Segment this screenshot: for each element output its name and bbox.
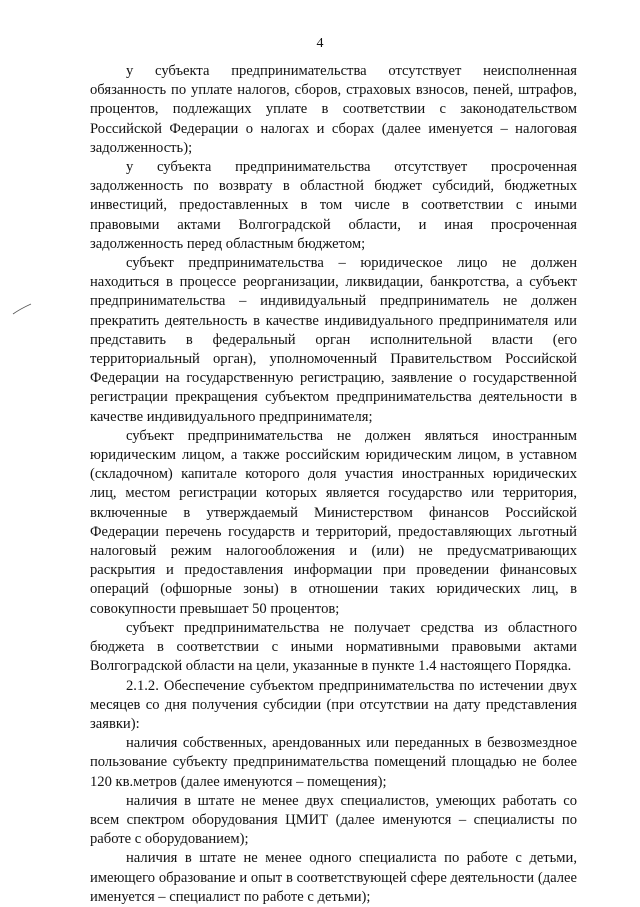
margin-pen-mark (12, 303, 32, 315)
paragraph-budget-debt: у субъекта предпринимательства отсутствует просроченная задолженность по возврату в областной бюджет субсидий, бюджетных инвестиций, предоставленных в том числе в соответствии с иными правовыми актами Волгоградской области, и иная просроченная задолженность перед областным бюджетом; (90, 159, 577, 252)
paragraph-premises: наличия собственных, арендованных или переданных в безвозмездное пользование субъекту предпринимательства помещений площадью не более 120 кв.метров (далее именуются – помещения); (90, 735, 577, 790)
paragraph-equipment-specialists: наличия в штате не менее двух специалистов, умеющих работать со всем спектром оборудования ЦМИТ (далее именуются – специалисты по работе с оборудованием); (90, 792, 577, 848)
paragraph-children-specialist: наличия в штате не менее одного специалиста по работе с детьми, имеющего образование и опыт в соответствующей сфере деятельности (далее именуется – специалист по работе с детьми); (90, 850, 577, 905)
document-body (90, 62, 577, 907)
paragraph-tax-debt: у субъекта предпринимательства отсутствует неисполненная обязанность по уплате налогов, сборов, страховых взносов, пеней, штрафов, процентов, подлежащих уплате в соответствии с законодательством Российской Федерации о налогах и сборах (далее именуется – налоговая задолженность); (90, 63, 577, 156)
paragraph-foreign-entity: субъект предпринимательства не должен являться иностранным юридическим лицом, а также российским юридическим лицом, в уставном (складочном) капитале которого доля участия иностранных юридических лиц, местом регистрации которых является государство или территория, включенные в утверждаемый Министерством финансов Российской Федерации перечень государств и территорий, предоставляющих льготный налоговый режим налогообложения и (или) не предусматривающих раскрытия и предоставления информации при проведении финансовых операций (офшорные зоны) в отношении таких юридических лиц, в совокупности превышает 50 процентов; (90, 427, 577, 617)
paragraph-section-2-1-2: 2.1.2. Обеспечение субъектом предпринимательства по истечении двух месяцев со дня получения субсидии (при отсутствии на дату представления заявки): (90, 677, 577, 732)
paragraph-reorganization: субъект предпринимательства – юридическое лицо не должен находиться в процессе реорганизации, ликвидации, банкротства, а субъект предпринимательства – индивидуальный предприниматель не должен прекратить деятельность в качестве индивидуального предпринимателя или представить в федеральный орган исполнительной власти (его территориальный орган), уполномоченный Правительством Российской Федерации на государственную регистрацию, заявление о государственной регистрации прекращения субъектом предпринимательства деятельности в качестве индивидуального предпринимателя; (90, 255, 577, 425)
page-number: 4 (316, 36, 324, 51)
paragraph-no-other-funds: субъект предпринимательства не получает средства из областного бюджета в соответствии с иными нормативными правовыми актами Волгоградской области на цели, указанные в пункте 1.4 настоящего Порядка. (90, 619, 577, 675)
